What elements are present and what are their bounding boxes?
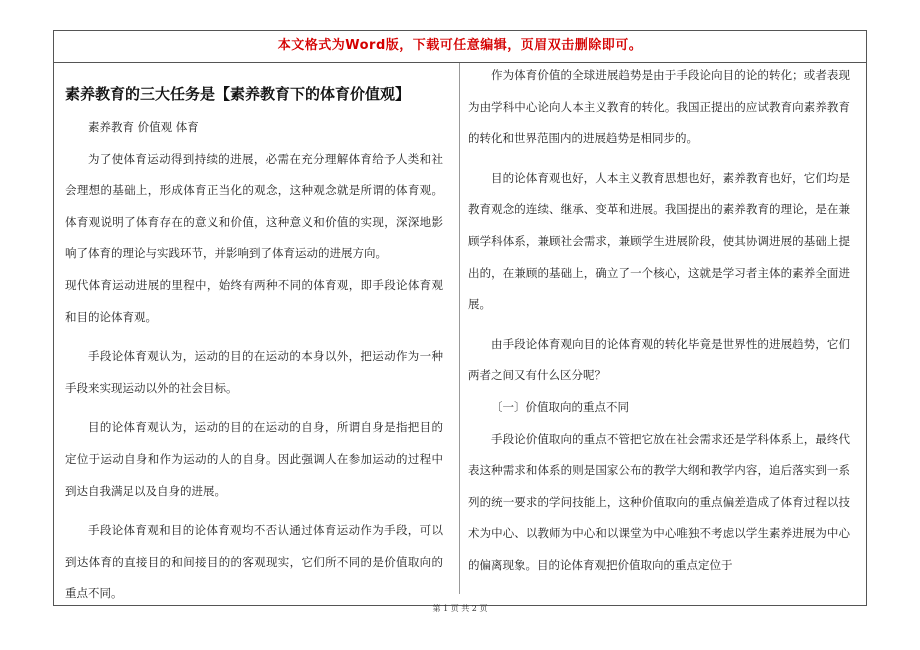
paragraph: 目的论体育观认为，运动的目的在运动的自身，所谓自身是指把目的定位于运动自身和作为运动的人的自身。因此强调人在参加运动的过程中到达自我满足以及自身的进展。 [65,420,443,498]
right-column [468,60,850,582]
paragraph: 由手段论体育观向目的论体育观的转化毕竟是世界性的进展趋势，它们两者之间又有什么区分呢？ [468,336,850,383]
page-number: 第 1 页 共 2 页 [432,604,488,613]
column-divider [459,63,460,594]
paragraph: 手段论体育观认为，运动的目的在运动的本身以外，把运动作为一种手段来实现运动以外的社会目标。 [65,349,443,395]
keywords: 素养教育 价值观 体育 [88,120,199,134]
section-heading: 〔一〕价值取向的重点不同 [491,399,629,414]
left-column [65,82,443,610]
paragraph: 作为体育价值的全球进展趋势是由于手段论向目的论的转化；或者表现为由学科中心论向人本主义教育的转化。我国正提出的应试教育向素养教育的转化和世界范围内的进展趋势是相同步的。 [468,68,850,146]
paragraph: 手段论体育观和目的论体育观均不否认通过体育运动作为手段，可以到达体育的直接目的和间接目的的客观现实，它们所不同的是价值取向的重点不同。 [65,523,443,601]
paragraph: 手段论价值取向的重点不管把它放在社会需求还是学科体系上，最终代表这种需求和体系的则是国家公布的教学大纲和教学内容，追后落实到一系列的统一要求的学问技能上，这种价值取向的重点偏差造成了体育过程以技术为中心、以教师为中心和以课堂为中心唯独不考虑以学生素养进展为中心的偏离现象。目的论体育观把价值取向的重点定位于 [468,431,850,572]
article-title: 素养教育的三大任务是【素养教育下的体育价值观】 [65,85,411,103]
paragraph: 为了使体育运动得到持续的进展，必需在充分理解体育给予人类和社会理想的基础上，形成体育正当化的观念，这种观念就是所谓的体育观。体育观说明了体育存在的意义和价值，这种意义和价值的实现，深深地影响了体育的理论与实践环节，并影响到了体育运动的进展方向。 [65,151,443,261]
paragraph: 现代体育运动进展的里程中，始终有两种不同的体育观，即手段论体育观和目的论体育观。 [65,277,443,324]
paragraph: 目的论体育观也好，人本主义教育思想也好，素养教育也好，它们均是教育观念的连续、继承、变革和进展。我国提出的素养教育的理论，是在兼顾学科体系，兼顾社会需求，兼顾学生进展阶段，使其协调进展的基础上提出的，在兼顾的基础上，确立了一个核心，这就是学习者主体的素养全面进展。 [468,170,850,312]
header-banner: 本文格式为Word版，下载可任意编辑，页眉双击删除即可。 [277,38,643,53]
